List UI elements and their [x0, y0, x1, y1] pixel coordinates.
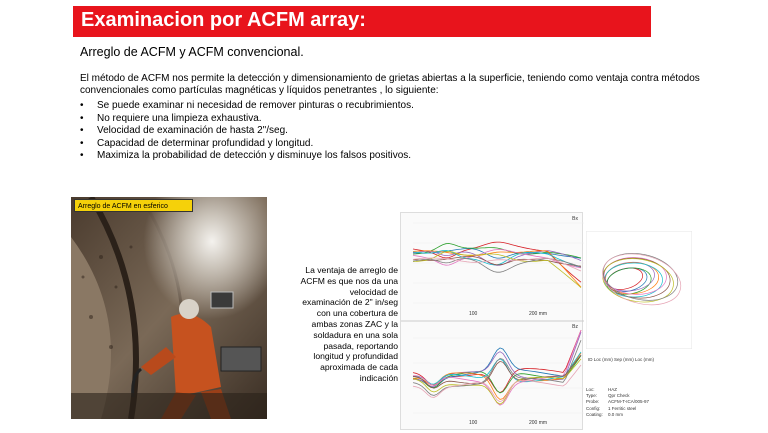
bullet-text: Maximiza la probabilidad de detección y disminuye los falsos positivos. [97, 150, 412, 161]
bullet-text: Velocidad de examinación de hasta 2"/seg. [97, 125, 288, 136]
info-value: HAZ [608, 387, 617, 392]
photo-label: Arreglo de ACFM en esferico [74, 199, 193, 212]
inspection-photo-illustration [71, 197, 267, 419]
bullet-text: No requiere una limpieza exhaustiva. [97, 112, 262, 124]
slide-title: Examinacion por ACFM array: [81, 9, 366, 31]
scan-traces [401, 213, 584, 431]
inspection-photo [71, 197, 267, 419]
bx-trace [413, 251, 581, 287]
bullet-glyph: • [80, 100, 84, 111]
bullet-glyph: • [80, 137, 84, 149]
bullet-text: Capacidad de determinar profundidad y longitud. [97, 137, 314, 149]
bullet-glyph: • [80, 125, 84, 136]
axis-legend: ID Loc (mm) Sep (mm) Loc (mm) [588, 357, 655, 362]
intro-paragraph: El método de ACFM nos permite la detección y dimensionamiento de grietas abiertas a la superficie, teniendo como ventaja contra métodos convencionales como partículas magnéticas y líquidos penetrantes , lo siguiente: [80, 73, 700, 96]
bullet-glyph: • [80, 150, 84, 161]
probe-info-panel [586, 387, 656, 418]
info-value: 1 Ferritic steel [608, 405, 637, 411]
info-value: ACFM-T-ICA/005-97 [608, 399, 650, 405]
info-key: Type: [586, 393, 598, 399]
info-row [586, 412, 656, 418]
bx-tag: Bx [572, 216, 578, 222]
info-key: Probe: [586, 399, 600, 405]
bullet-glyph: • [80, 112, 84, 124]
butterfly-plot [586, 231, 692, 349]
list-item [80, 113, 414, 126]
list-item [80, 100, 414, 113]
list-item [80, 150, 414, 163]
bz-tag: Bz [572, 324, 578, 330]
acfm-scan-screenshot [400, 212, 583, 430]
x-tick: 100 [469, 311, 478, 317]
info-key: Config: [586, 405, 601, 411]
bx-trace [413, 251, 581, 287]
title-banner [73, 6, 651, 37]
list-item [80, 125, 414, 138]
x-tick: 100 [469, 420, 478, 426]
butterfly-loops [586, 231, 692, 349]
slide-subtitle: Arreglo de ACFM y ACFM convencional. [80, 45, 304, 59]
bullet-text: Se puede examinar ni necesidad de remover pinturas o recubrimientos. [97, 100, 414, 111]
advantages-list [80, 100, 414, 163]
list-item [80, 138, 414, 151]
advantage-caption: La ventaja de arreglo de ACFM es que nos da una velocidad de examinación de 2" in/seg con una cobertura de ambas zonas ZAC y la soldadura en una sola pasada, reportando longitud y profundidad aproximada de cada indicación [300, 265, 398, 383]
info-value: Qpr Check [608, 393, 630, 399]
bz-trace [413, 340, 581, 395]
x-tick: 200 mm [529, 420, 548, 426]
bz-trace [413, 330, 581, 405]
x-tick: 200 mm [529, 311, 548, 317]
info-value: 0.0 mm [608, 411, 624, 417]
info-key: Coating: [586, 411, 603, 417]
info-key: Loc: [586, 387, 595, 392]
